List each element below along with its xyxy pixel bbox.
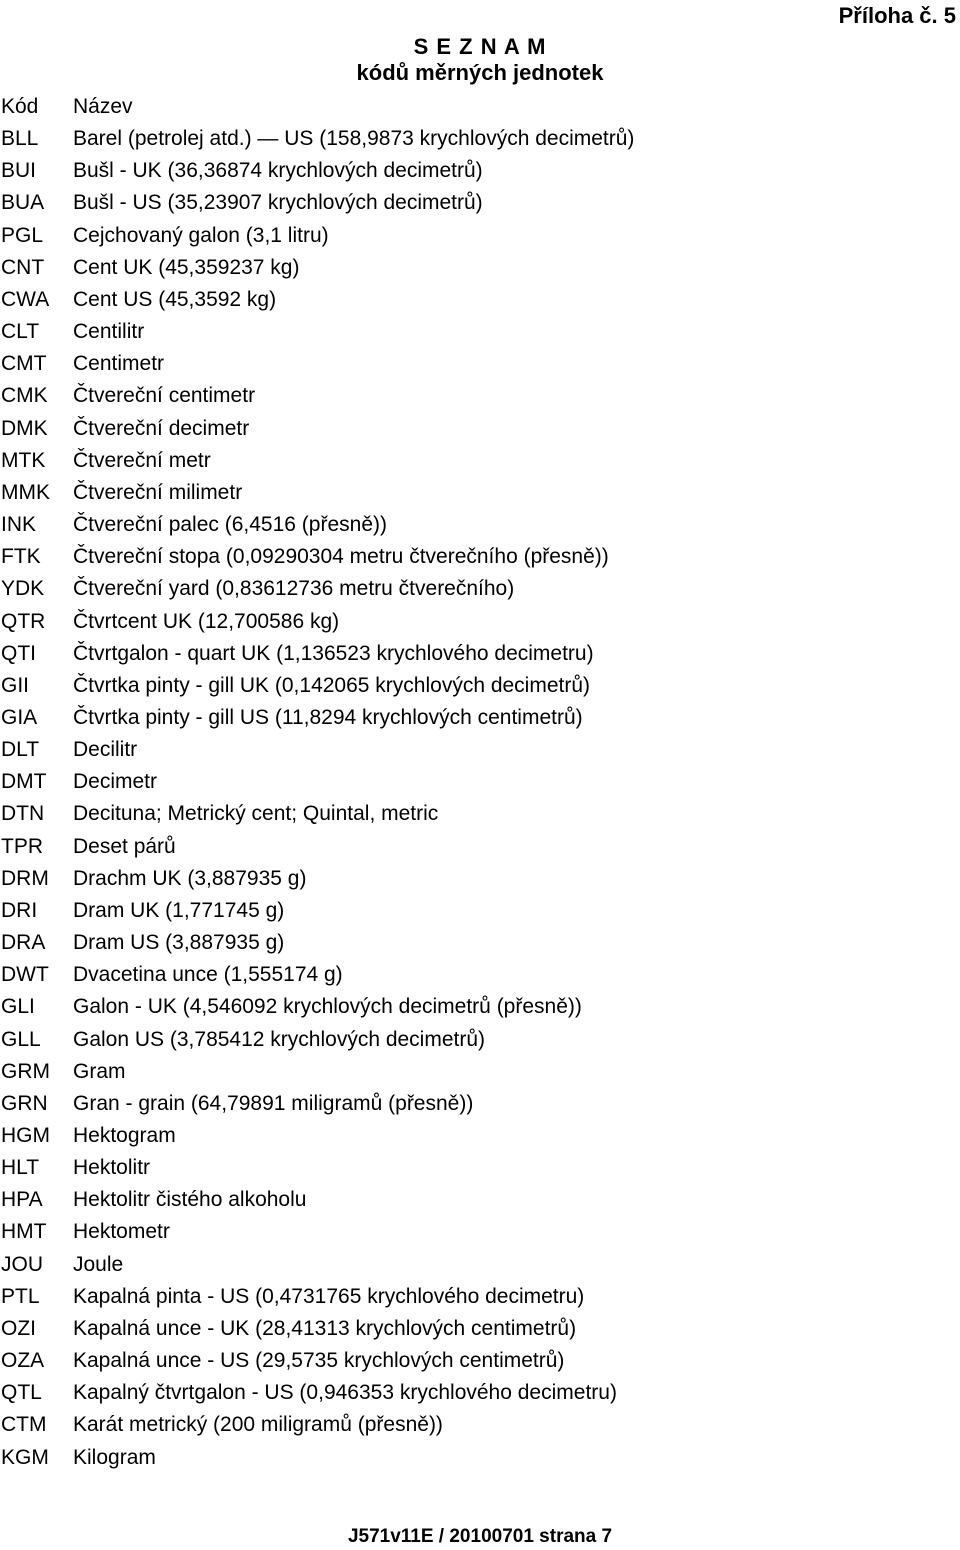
unit-code: GIA xyxy=(1,705,38,729)
unit-row xyxy=(0,1088,960,1120)
unit-code: MMK xyxy=(1,480,50,504)
unit-name: Deset párů xyxy=(73,834,176,858)
unit-name: Kapalný čtvrtgalon - US (0,946353 krychlového decimetru) xyxy=(73,1381,617,1405)
unit-name: Gram xyxy=(73,1059,126,1083)
unit-row xyxy=(0,959,960,991)
unit-row xyxy=(0,1024,960,1056)
unit-name: Čtvereční milimetr xyxy=(73,480,243,504)
unit-row xyxy=(0,863,960,895)
unit-code: GLL xyxy=(1,1027,41,1051)
unit-name: Gran - grain (64,79891 miligramů (přesně)) xyxy=(73,1091,474,1115)
unit-row xyxy=(0,670,960,702)
unit-row xyxy=(0,1409,960,1441)
annex-label: Příloha č. 5 xyxy=(838,3,956,28)
unit-row xyxy=(0,413,960,445)
unit-name: Kapalná unce - UK (28,41313 krychlových centimetrů) xyxy=(73,1316,577,1340)
unit-name: Dram UK (1,771745 g) xyxy=(73,898,285,922)
unit-name: Cent UK (45,359237 kg) xyxy=(73,255,300,279)
unit-row xyxy=(0,766,960,798)
unit-code: DLT xyxy=(1,738,40,762)
unit-row xyxy=(0,1249,960,1281)
unit-name: Hektolitr čistého alkoholu xyxy=(73,1188,307,1212)
unit-row xyxy=(0,1216,960,1248)
unit-code: DRI xyxy=(1,898,38,922)
unit-row xyxy=(0,1442,960,1474)
page-title: S E Z N A M xyxy=(413,34,547,59)
unit-row xyxy=(0,187,960,219)
page-subtitle: kódů měrných jednotek xyxy=(356,60,604,85)
unit-row xyxy=(0,1120,960,1152)
unit-row xyxy=(0,1377,960,1409)
unit-row xyxy=(0,1281,960,1313)
column-header-name: Název xyxy=(73,95,133,118)
unit-code: DMK xyxy=(1,416,48,440)
unit-code: GRN xyxy=(1,1091,48,1115)
unit-name: Decimetr xyxy=(73,770,158,794)
column-header-row xyxy=(0,91,960,123)
unit-name: Hektometr xyxy=(73,1220,170,1244)
unit-name: Čtvereční palec (6,4516 (přesně)) xyxy=(73,513,387,537)
unit-name: Cent US (45,3592 kg) xyxy=(73,287,277,311)
unit-row xyxy=(0,831,960,863)
unit-name: Čtvrtka pinty - gill UK (0,142065 krychlových decimetrů) xyxy=(73,673,591,697)
unit-row xyxy=(0,638,960,670)
unit-code: HGM xyxy=(1,1124,50,1147)
unit-row xyxy=(0,123,960,155)
unit-row xyxy=(0,380,960,412)
unit-code: FTK xyxy=(1,545,41,569)
unit-row xyxy=(0,1345,960,1377)
footer-text: J571v11E / 20100701 strana 7 xyxy=(347,1526,613,1547)
unit-row xyxy=(0,991,960,1023)
unit-name: Čtvrtgalon - quart UK (1,136523 krychlového decimetru) xyxy=(73,641,594,665)
unit-row xyxy=(0,734,960,766)
unit-name: Bušl - US (35,23907 krychlových decimetrů) xyxy=(73,191,483,215)
unit-name: Galon US (3,785412 krychlových decimetrů) xyxy=(73,1027,486,1051)
unit-row xyxy=(0,895,960,927)
unit-row xyxy=(0,284,960,316)
unit-name: Kapalná pinta - US (0,4731765 krychlového decimetru) xyxy=(73,1284,585,1308)
title-block xyxy=(0,34,960,86)
unit-code: CTM xyxy=(1,1413,47,1437)
unit-code: DTN xyxy=(1,802,45,826)
unit-row xyxy=(0,445,960,477)
unit-code: YDK xyxy=(1,577,45,601)
units-list xyxy=(0,91,960,1474)
unit-code: DMT xyxy=(1,770,47,794)
unit-row xyxy=(0,252,960,284)
unit-name: Kapalná unce - US (29,5735 krychlových centimetrů) xyxy=(73,1349,565,1373)
unit-code: CMK xyxy=(1,384,48,408)
unit-row xyxy=(0,509,960,541)
unit-name: Hektolitr xyxy=(73,1156,151,1180)
unit-row xyxy=(0,541,960,573)
unit-row xyxy=(0,1056,960,1088)
unit-code: CMT xyxy=(1,352,47,376)
unit-code: DWT xyxy=(1,963,49,987)
unit-code: GLI xyxy=(1,995,35,1019)
unit-name: Čtvereční yard (0,83612736 metru čtverečního) xyxy=(73,577,515,601)
unit-code: GRM xyxy=(1,1059,50,1083)
page-footer xyxy=(0,1525,960,1549)
unit-code: INK xyxy=(1,513,37,537)
unit-name: Čtvrtcent UK (12,700586 kg) xyxy=(73,609,340,633)
unit-name: Čtvrtka pinty - gill US (11,8294 krychlových centimetrů) xyxy=(73,705,583,729)
unit-code: OZI xyxy=(1,1316,36,1340)
unit-code: HLT xyxy=(1,1156,40,1180)
unit-name: Bušl - UK (36,36874 krychlových decimetrů) xyxy=(73,159,483,183)
unit-row xyxy=(0,927,960,959)
unit-row xyxy=(0,155,960,187)
unit-row xyxy=(0,606,960,638)
unit-code: DRA xyxy=(1,931,46,955)
unit-name: Decilitr xyxy=(73,738,138,762)
unit-row xyxy=(0,798,960,830)
unit-row xyxy=(0,573,960,605)
unit-code: CWA xyxy=(1,287,50,311)
unit-code: TPR xyxy=(1,834,43,858)
unit-name: Centimetr xyxy=(73,352,165,376)
unit-code: GII xyxy=(1,673,30,697)
unit-row xyxy=(0,702,960,734)
unit-name: Čtvereční decimetr xyxy=(73,416,250,440)
unit-name: Hektogram xyxy=(73,1124,176,1147)
unit-name: Čtvereční centimetr xyxy=(73,384,256,408)
unit-name: Joule xyxy=(73,1252,124,1276)
unit-code: OZA xyxy=(1,1349,45,1373)
unit-code: BLL xyxy=(1,127,39,151)
unit-code: PGL xyxy=(1,223,44,247)
unit-code: QTL xyxy=(1,1381,42,1405)
unit-code: QTR xyxy=(1,609,46,633)
unit-row xyxy=(0,1313,960,1345)
unit-row xyxy=(0,1152,960,1184)
unit-code: QTI xyxy=(1,641,36,665)
unit-code: CNT xyxy=(1,255,45,279)
unit-code: DRM xyxy=(1,866,49,890)
unit-name: Barel (petrolej atd.) — US (158,9873 krychlových decimetrů) xyxy=(73,127,635,151)
unit-name: Karát metrický (200 miligramů (přesně)) xyxy=(73,1413,443,1437)
unit-name: Drachm UK (3,887935 g) xyxy=(73,866,307,890)
unit-row xyxy=(0,348,960,380)
unit-code: BUI xyxy=(1,159,37,183)
unit-code: PTL xyxy=(1,1284,40,1308)
unit-name: Dram US (3,887935 g) xyxy=(73,931,285,955)
unit-code: MTK xyxy=(1,448,46,472)
unit-row xyxy=(0,477,960,509)
unit-name: Cejchovaný galon (3,1 litru) xyxy=(73,223,329,247)
unit-name: Kilogram xyxy=(73,1445,156,1469)
unit-code: JOU xyxy=(1,1252,43,1276)
unit-row xyxy=(0,1184,960,1216)
unit-code: CLT xyxy=(1,320,40,344)
unit-name: Dvacetina unce (1,555174 g) xyxy=(73,963,343,987)
unit-code: HPA xyxy=(1,1188,43,1212)
unit-code: HMT xyxy=(1,1220,47,1244)
column-header-code: Kód xyxy=(1,95,39,118)
unit-name: Čtvereční stopa (0,09290304 metru čtverečního (přesně)) xyxy=(73,545,609,569)
unit-name: Decituna; Metrický cent; Quintal, metric xyxy=(73,802,439,826)
unit-name: Čtvereční metr xyxy=(73,448,211,472)
unit-name: Centilitr xyxy=(73,320,145,344)
unit-row xyxy=(0,220,960,252)
unit-name: Galon - UK (4,546092 krychlových decimetrů (přesně)) xyxy=(73,995,582,1019)
unit-row xyxy=(0,316,960,348)
unit-code: KGM xyxy=(1,1445,49,1469)
unit-code: BUA xyxy=(1,191,45,215)
